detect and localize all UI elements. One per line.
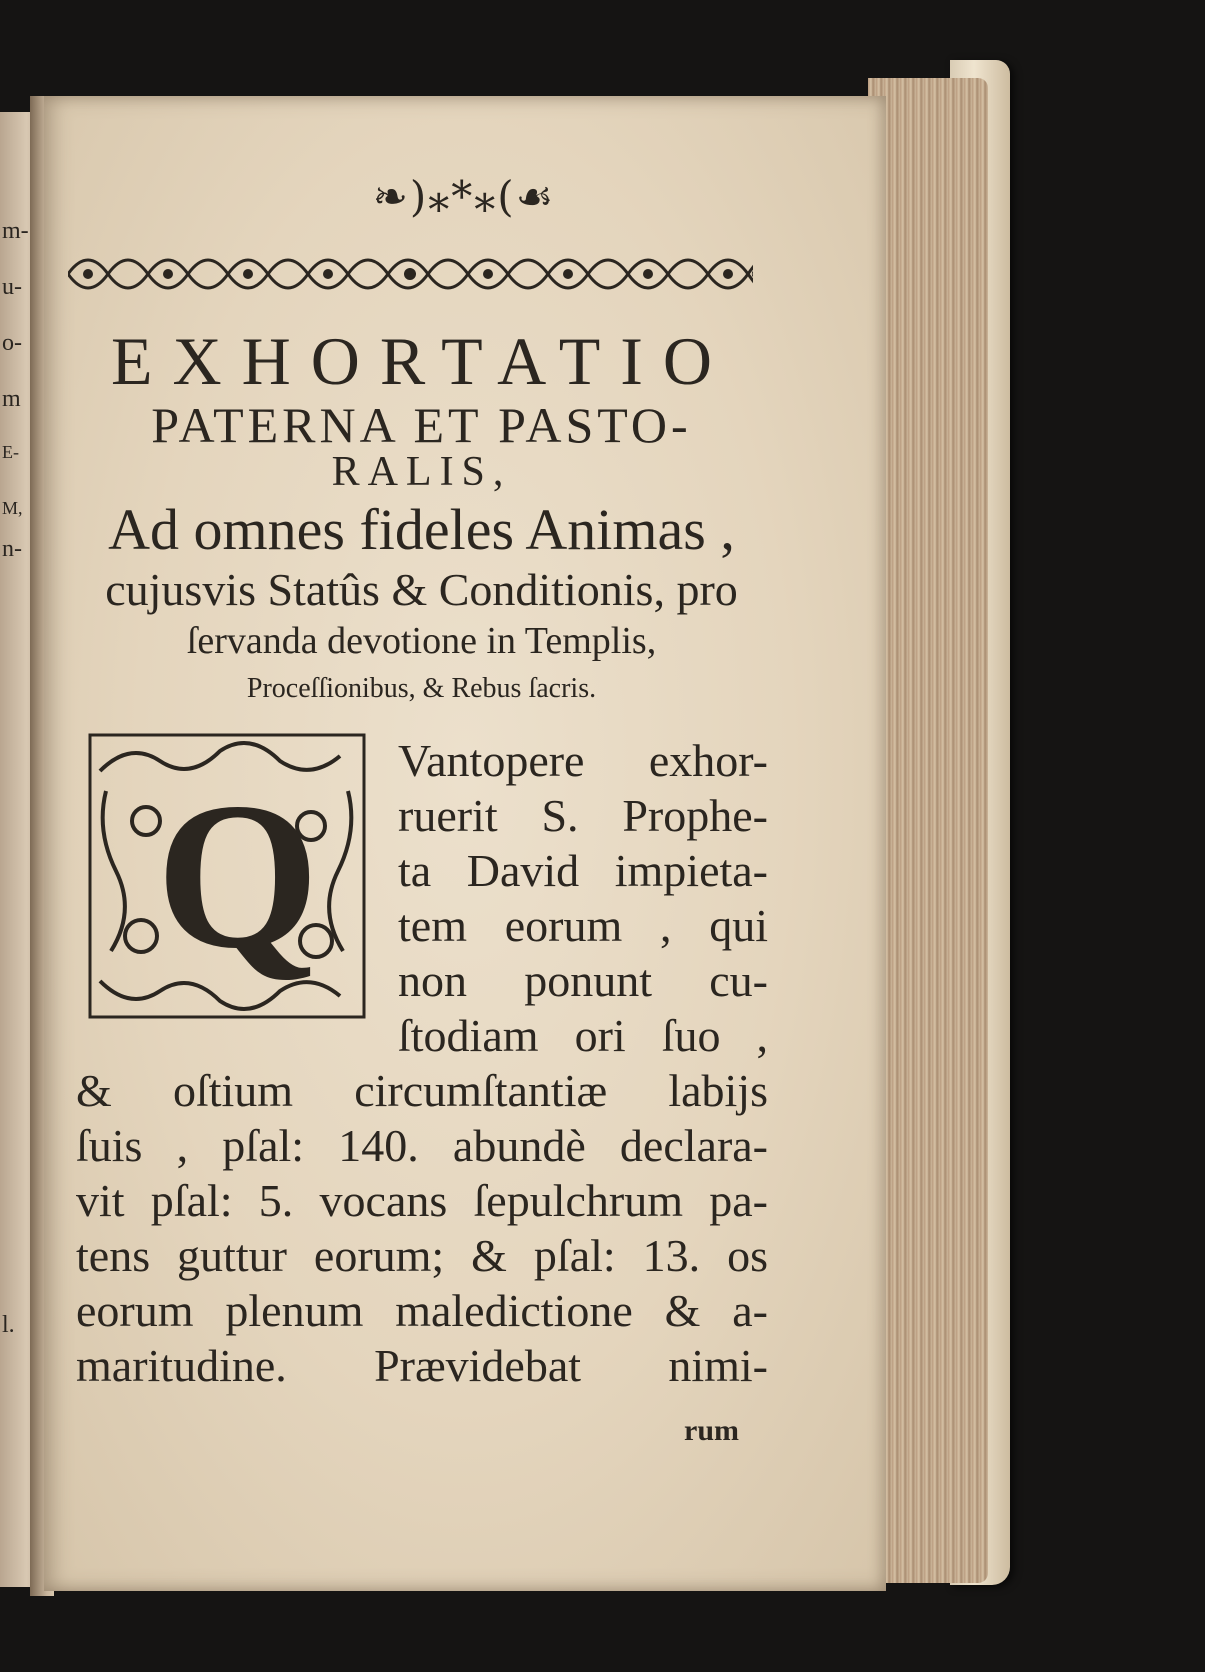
text-line: ſtodiam ori ſuo , <box>398 1010 768 1061</box>
title-line-1: EXHORTATIO <box>110 323 733 399</box>
title-line-7: Proceſſionibus, & Rebus ſacris. <box>246 673 597 704</box>
text-line: eorum plenum maledictione & a- <box>76 1285 768 1336</box>
left-page-line: o- <box>2 330 22 356</box>
text-line: ta David impieta- <box>398 845 768 896</box>
text-line: Vantopere exhor- <box>398 735 768 786</box>
text-line: vit pſal: 5. vocans ſepulchrum pa- <box>76 1175 768 1226</box>
left-page-line: M, <box>2 498 23 518</box>
text-line: tem eorum , qui <box>398 900 768 951</box>
text-line: ruerit S. Prophe- <box>398 790 768 841</box>
catchword: rum <box>684 1414 739 1447</box>
text-line: non ponunt cu- <box>398 955 768 1006</box>
initial-letter: Q <box>156 760 320 992</box>
text-line: ſuis , pſal: 140. abundè declara- <box>76 1120 768 1171</box>
title-line-3: RALIS, <box>331 449 512 495</box>
page-edges <box>868 78 988 1583</box>
ornamental-band <box>68 244 753 304</box>
text-line: tens guttur eorum; & pſal: 13. os <box>76 1230 768 1281</box>
title-line-4: Ad omnes fideles Animas , <box>108 497 735 562</box>
left-page-line: m <box>2 386 21 412</box>
left-page-line: m- <box>2 218 29 244</box>
text-line: & oſtium circumſtantiæ labijs <box>76 1065 768 1116</box>
right-page <box>44 96 886 1591</box>
left-page-line: l. <box>2 1312 15 1338</box>
left-page-line: n- <box>2 536 22 562</box>
left-page-line: E- <box>2 442 19 462</box>
title-line-5: cujusvis Statûs & Conditionis, pro <box>105 564 738 615</box>
title-line-6: ſervanda devotione in Templis, <box>186 620 657 662</box>
decorated-initial <box>86 731 368 1021</box>
left-page-line: u- <box>2 274 22 300</box>
title-line-2: PATERNA ET PASTO- <box>151 397 692 453</box>
text-line: maritudine. Prævidebat nimi- <box>76 1340 768 1391</box>
header-ornament: ❧)⁎*⁎(☙ <box>372 172 556 221</box>
